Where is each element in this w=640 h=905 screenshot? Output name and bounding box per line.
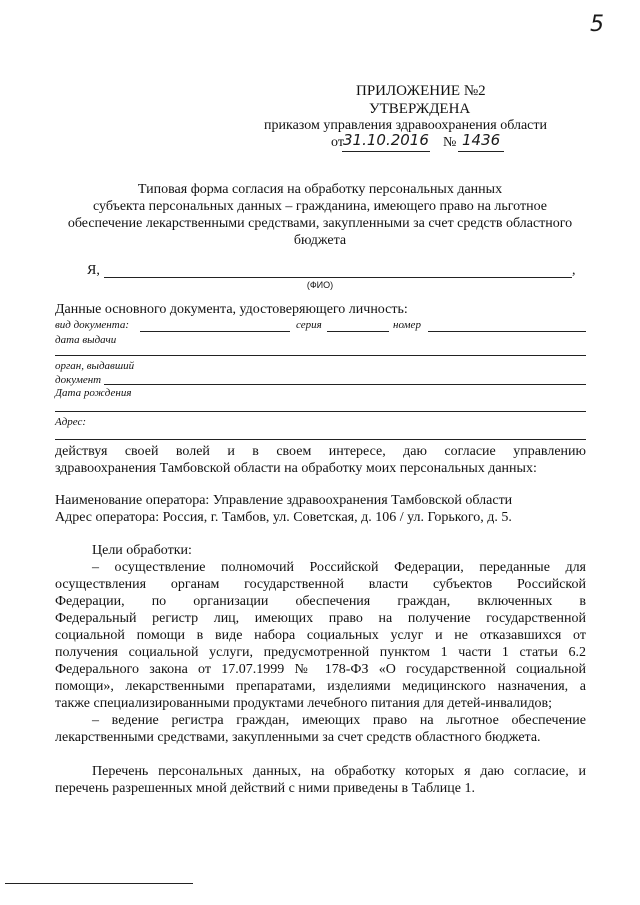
issuer-field[interactable]	[104, 384, 586, 385]
goals-line-6: получения социальной услуги, предусмотренной пунктом 1 части 1 статьи 6.2	[55, 645, 586, 660]
fio-caption: (ФИО)	[306, 280, 334, 290]
doc-type-label: вид документа:	[55, 319, 130, 331]
order-date: 31.10.2016	[343, 131, 429, 149]
page-number: 5	[590, 12, 604, 37]
birth-date-field[interactable]	[55, 411, 586, 412]
doc-type-field[interactable]	[140, 331, 290, 332]
order-number-underline	[458, 151, 504, 152]
address-label: Адрес:	[55, 416, 87, 428]
goals-line-10: – ведение регистра граждан, имеющих право на льготное обеспечение	[92, 713, 586, 728]
issuer-label-1: орган, выдавший	[55, 360, 135, 372]
issue-date-label: дата выдачи	[55, 334, 117, 346]
fio-field[interactable]	[104, 277, 572, 278]
goals-line-2: осуществления органам государственной власти субъектов Российской	[55, 577, 586, 592]
order-number-label: №	[443, 135, 457, 150]
final-line-1: Перечень персональных данных, на обработку которых я даю согласие, и	[92, 764, 586, 779]
doc-section-heading: Данные основного документа, удостоверяющего личность:	[55, 302, 408, 317]
form-title-line-4: бюджета	[293, 233, 347, 248]
fio-end-comma: ,	[572, 263, 576, 278]
issuer-label-2: документ	[55, 374, 102, 386]
doc-number-field[interactable]	[428, 331, 586, 332]
issue-date-field[interactable]	[55, 355, 586, 356]
goals-line-11: лекарственными средствами, закупленными за счет средств областного бюджета.	[55, 730, 541, 745]
form-title-line-2: субъекта персональных данных – гражданина, имеющего право на льготное	[92, 199, 547, 214]
operator-address: Адрес оператора: Россия, г. Тамбов, ул. Советская, д. 106 / ул. Горького, д. 5.	[55, 510, 512, 525]
goals-line-4: Федеральный регистр лиц, имеющих право на получение государственной	[55, 611, 586, 626]
consent-line-2: здравоохранения Тамбовской области на обработку моих персональных данных:	[55, 461, 537, 476]
doc-series-label: серия	[296, 319, 322, 331]
address-field[interactable]	[55, 439, 586, 440]
goals-line-3: Федерации, по организации обеспечения граждан, включенных в	[55, 594, 586, 609]
goals-line-1: – осуществление полномочий Российской Федерации, переданные для	[92, 560, 586, 575]
goals-line-9: также специализированными продуктами лечебного питания для детей-инвалидов;	[55, 696, 553, 711]
consent-line-1: действуя своей волей и в своем интересе, даю согласие управлению	[55, 444, 586, 459]
order-date-underline	[342, 151, 430, 152]
fio-prefix: Я,	[87, 263, 100, 278]
form-title-line-3: обеспечение лекарственными средствами, закупленными за счет средств областного	[67, 216, 573, 231]
appendix-title: ПРИЛОЖЕНИЕ №2	[356, 83, 486, 99]
approved-label: УТВЕРЖДЕНА	[369, 101, 471, 117]
doc-number-label: номер	[393, 319, 421, 331]
goals-line-7: Федерального закона от 17.07.1999 № 178-ФЗ «О государственной социальной	[55, 662, 586, 677]
doc-series-field[interactable]	[327, 331, 389, 332]
final-line-2: перечень разрешенных мной действий с ними приведены в Таблице 1.	[55, 781, 475, 796]
goals-heading: Цели обработки:	[92, 543, 192, 558]
order-caption: приказом управления здравоохранения области	[264, 118, 548, 133]
form-title-line-1: Типовая форма согласия на обработку персональных данных	[137, 182, 503, 197]
order-date-label: от	[331, 135, 344, 150]
goals-line-5: социальной помощи в виде набора социальных услуг и не отказавшихся от	[55, 628, 586, 643]
operator-name: Наименование оператора: Управление здравоохранения Тамбовской области	[55, 493, 513, 508]
order-number: 1436	[462, 131, 501, 149]
birth-date-label: Дата рождения	[55, 387, 132, 399]
goals-line-8: помощи», лекарственными препаратами, изделиями медицинского назначения, а	[55, 679, 586, 694]
footnote-separator	[5, 883, 193, 884]
